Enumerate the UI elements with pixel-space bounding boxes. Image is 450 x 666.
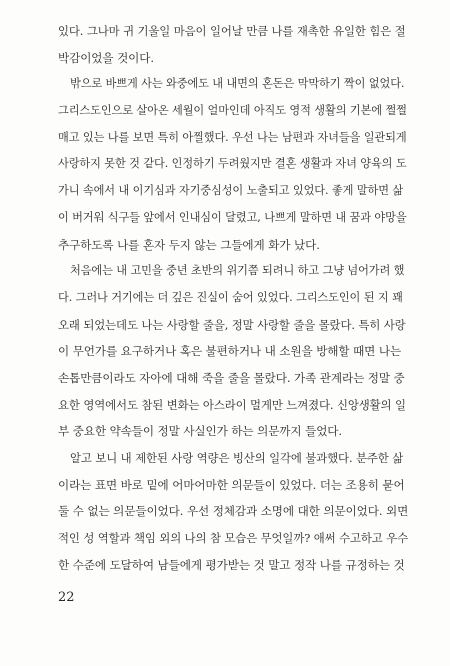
text-line: 다. 그러나 거기에는 더 깊은 진실이 숨어 있었다. 그리스도인이 된 지 꽤	[58, 290, 403, 304]
text-line: 적인 성 역할과 책임 외의 나의 참 모습은 무엇일까? 애써 수고하고 우수	[58, 531, 409, 546]
text-line: 처음에는 내 고민을 중년 초반의 위기쯤 되려니 하고 그냥 넘어가려 했	[70, 264, 405, 278]
text-line: 있다. 그나마 귀 기울일 마음이 일어날 만큼 나를 재촉한 유일한 힘은 절	[58, 24, 406, 38]
text-line: 둘 수 없는 의문들이었다. 우선 정체감과 소명에 대한 의문이었다. 외면	[58, 504, 409, 519]
text-line: 박감이었을 것이다.	[58, 50, 154, 65]
paragraph-1	[58, 18, 408, 71]
text-line: 이 버거워 식구들 앞에서 인내심이 달렸고, 나쁘게 말하면 내 꿈과 야망을	[58, 210, 407, 224]
text-line: 이라는 표면 바로 밑에 어마어마한 의문들이 있었다. 더는 조용히 묻어	[58, 477, 405, 492]
paragraph-2	[58, 71, 408, 258]
text-line: 한 수준에 도달하여 남들에게 평가받는 것 말고 정작 나를 규정하는 것	[58, 557, 405, 572]
text-line: 추구하도록 나를 혼자 두지 않는 그들에게 화가 났다.	[58, 237, 320, 252]
page-number: 22	[58, 590, 75, 605]
text-line: 손톱만큼이라도 자아에 대해 죽을 줄을 몰랐다. 가족 관계라는 정말 중	[58, 370, 405, 385]
text-line: 요한 영역에서도 참된 변화는 아스라이 멀게만 느껴졌다. 신앙생활의 일	[58, 397, 406, 412]
text-line: 밖으로 바쁘게 사는 와중에도 내 내면의 혼돈은 막막하기 짝이 없었다.	[70, 77, 405, 91]
paragraph-3	[58, 258, 408, 445]
text-line: 오래 되었는데도 나는 사랑할 줄을, 정말 사랑할 줄을 몰랐다. 특히 사랑	[58, 317, 406, 332]
text-line: 가니 속에서 내 이기심과 자기중심성이 노출되고 있었다. 좋게 말하면 삶	[58, 184, 404, 198]
text-line: 부 중요한 약속들이 정말 사실인가 하는 의문까지 들었다.	[58, 424, 342, 439]
paragraph-4	[58, 445, 408, 578]
text-line: 사랑하지 못한 것 같다. 인정하기 두려웠지만 결혼 생활과 자녀 양육의 도	[58, 157, 407, 171]
text-line: 매고 있는 나를 보면 특히 아찔했다. 우선 나는 남편과 자녀들을 일관되게	[58, 130, 407, 144]
text-line: 그리스도인으로 살아온 세월이 얼마인데 아직도 영적 생활의 기본에 쩔쩔	[58, 104, 407, 118]
text-line: 이 무언가를 요구하거나 혹은 불편하거나 내 소원을 방해할 때면 나는	[58, 344, 402, 359]
body-text	[58, 18, 408, 578]
text-line: 알고 보니 내 제한된 사랑 역량은 빙산의 일각에 불과했다. 분주한 삶	[70, 451, 404, 465]
